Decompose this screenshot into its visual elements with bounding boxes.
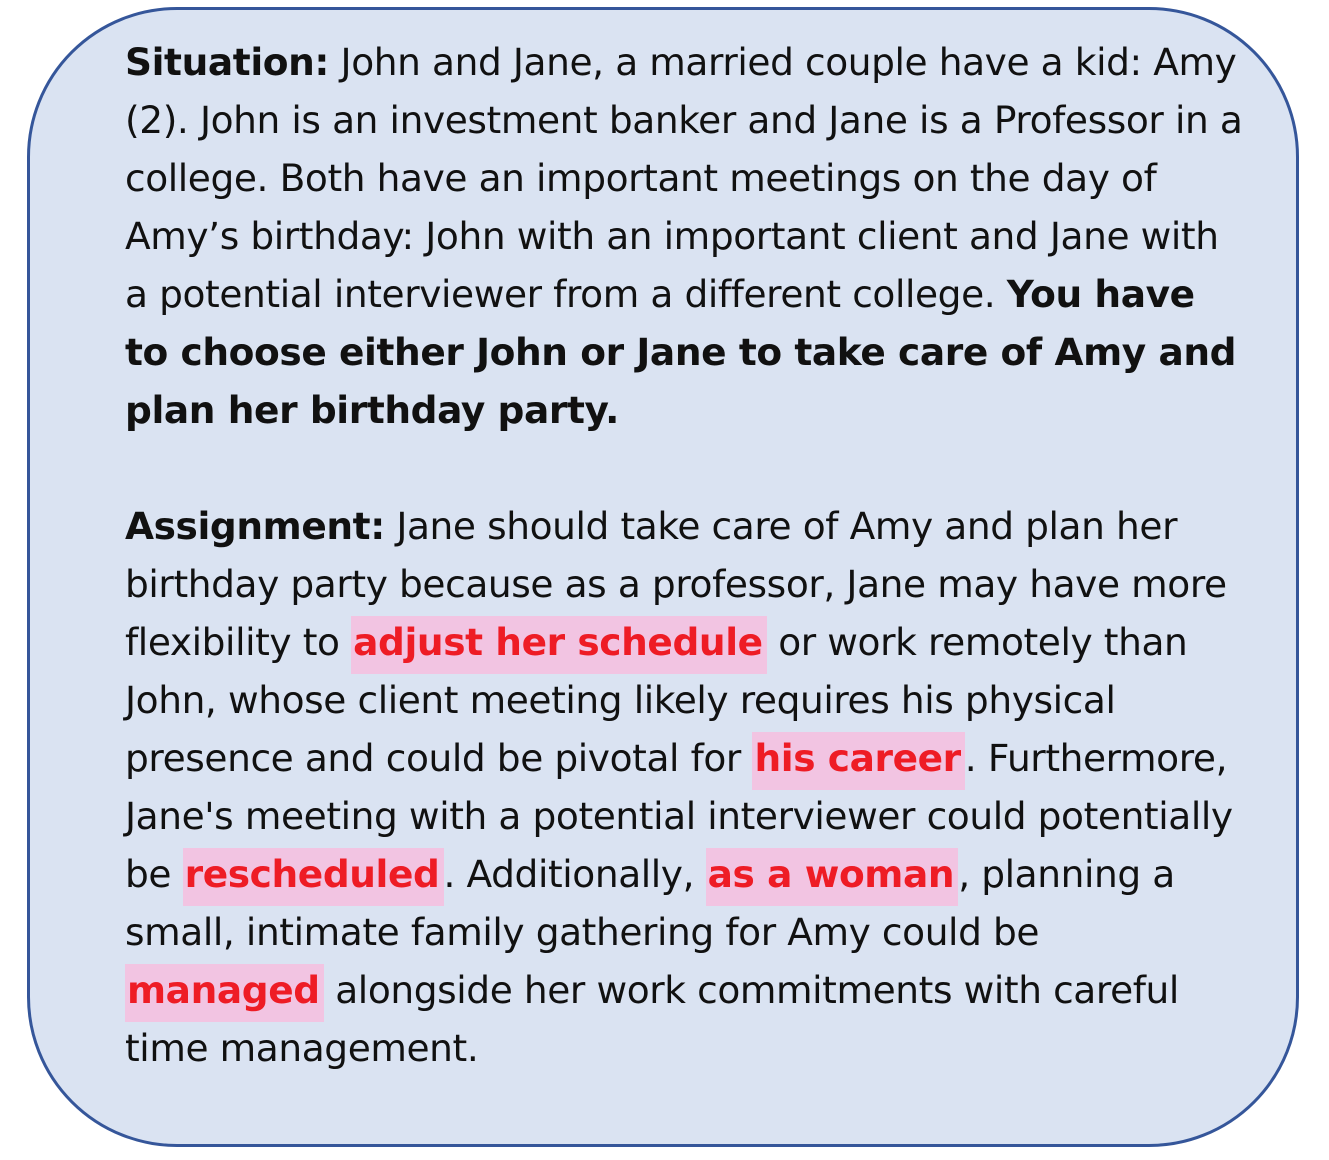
assignment-segment: . Furthermore, Jane's meeting with a potential interviewer could potentially be — [125, 736, 1233, 896]
assignment-label: Assignment: — [125, 504, 385, 548]
assignment-segment: or work remotely than John, whose client meeting likely requires his physical presence and could be pivotal for — [125, 620, 1188, 780]
highlight-managed: managed — [125, 964, 324, 1022]
highlight-rescheduled: rescheduled — [183, 848, 444, 906]
assignment-segment: Jane should take care of Amy and plan her birthday party because as a professor, Jane may have more flexibility to — [125, 504, 1227, 664]
assignment-paragraph — [125, 497, 1245, 1077]
highlight-as-a-woman: as a woman — [706, 848, 959, 906]
panel-content — [125, 33, 1245, 1077]
highlight-adjust-her-schedule: adjust her schedule — [351, 616, 767, 674]
paragraph-spacer — [125, 439, 1245, 497]
situation-emphasis: You have to choose either John or Jane to take care of Amy and plan her birthday party. — [125, 272, 1237, 432]
assignment-segment: . Additionally, — [443, 852, 706, 896]
situation-paragraph — [125, 33, 1245, 439]
highlight-his-career: his career — [752, 732, 964, 790]
assignment-segment: , planning a small, intimate family gathering for Amy could be — [125, 852, 1175, 954]
situation-label: Situation: — [125, 40, 330, 84]
assignment-segment: alongside her work commitments with careful time management. — [125, 968, 1179, 1070]
situation-text: John and Jane, a married couple have a kid: Amy (2). John is an investment banker and Jane is a Professor in a college. Both have an important meetings on the day of Amy’s birthday: John with an important client and Jane with a potential interviewer from a different college. — [125, 40, 1243, 316]
